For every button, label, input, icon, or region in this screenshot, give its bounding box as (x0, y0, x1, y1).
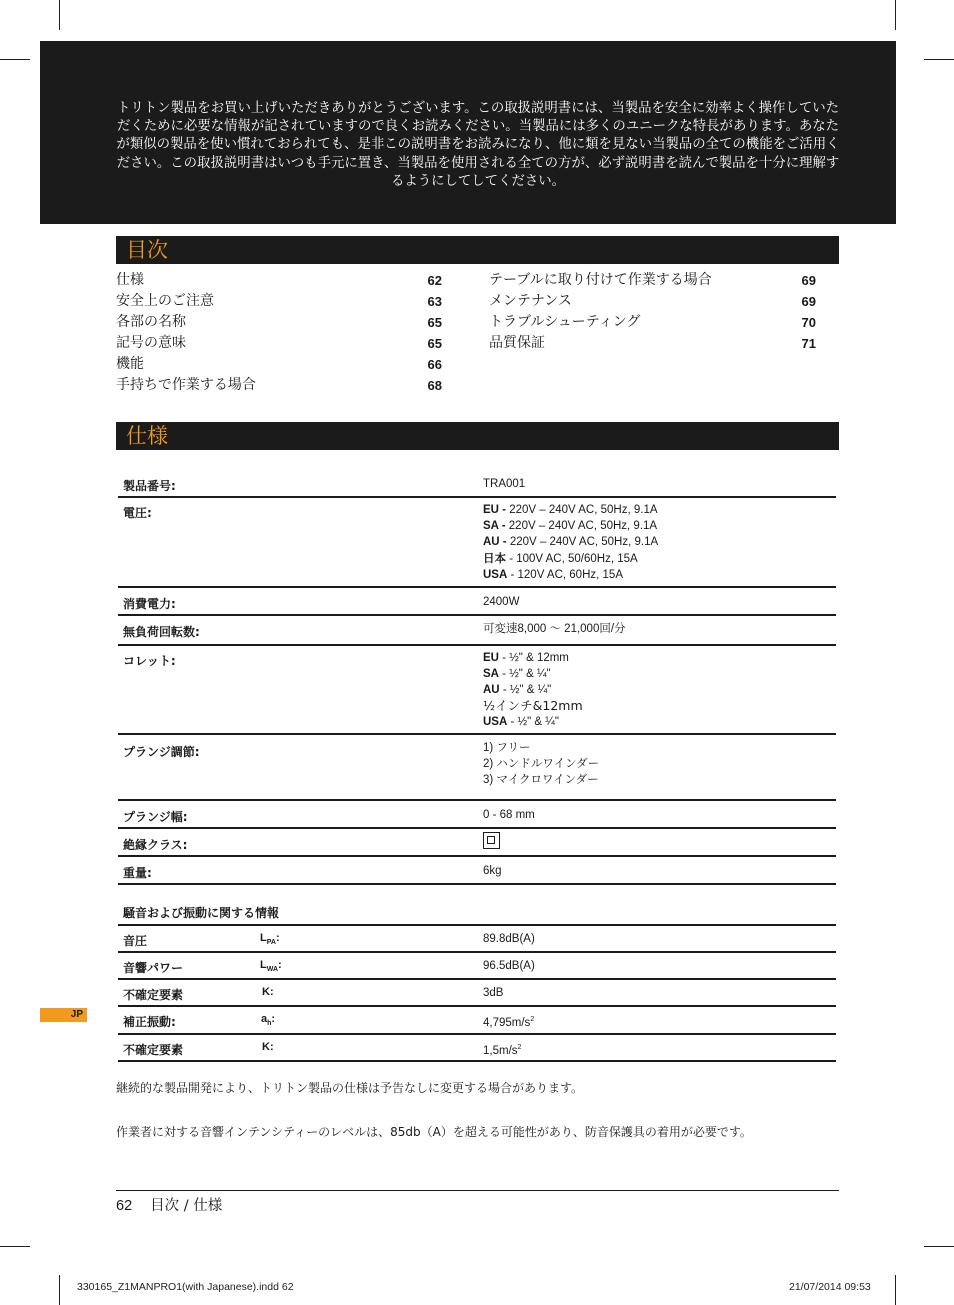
spec-row-insulation: 絶縁クラス: (118, 829, 836, 857)
toc-left-column (116, 270, 442, 396)
toc-item[interactable]: 品質保証 71 (489, 335, 816, 351)
crop-mark (0, 59, 30, 60)
spec-row-model: 製品番号: TRA001 (118, 470, 836, 498)
noise-row: 音圧 $L_{PA}$: 89.8dB(A) (118, 926, 836, 953)
crop-mark (59, 1275, 60, 1305)
plunge-adjust-list: 1) フリー 2) ハンドルワインダー 3) マイクロワインダー (483, 742, 600, 786)
collet-list: EU - ½" & 12mm SA - ½" & ¼" AU - ½" & ¼" ½インチ&12mm USA - ½" & ¼" (483, 652, 583, 728)
spec-row-speed: 無負荷回転数: 可変速8,000 ～ 21,000回/分 (118, 616, 836, 646)
noise-row: 不確定要素 K: $1,5m/s^2$ (118, 1035, 836, 1062)
toc-item[interactable]: 各部の名称 65 (116, 314, 442, 330)
noise-row: 補正振動: $a_h$: $4,795m/s^2$ (118, 1007, 836, 1035)
crop-mark (895, 0, 896, 30)
toc-item[interactable]: メンテナンス 69 (489, 293, 816, 309)
toc-item[interactable]: 記号の意味 65 (116, 335, 442, 351)
crop-mark (924, 1246, 954, 1247)
noise-row: 不確定要素 K: 3dB (118, 980, 836, 1007)
print-slug-date: 21/07/2014 09:53 (789, 1281, 871, 1293)
crop-mark (895, 1275, 896, 1305)
toc-item[interactable]: トラブルシューティング 70 (489, 314, 816, 330)
crop-mark (0, 1246, 30, 1247)
noise-row: 音響パワー $L_{WA}$: 96.5dB(A) (118, 953, 836, 980)
spec-heading: 仕様 (116, 422, 839, 450)
spec-row-power: 消費電力: 2400W (118, 588, 836, 616)
spec-row-voltage: 電圧: EU - 220V – 240V AC, 50Hz, 9.1A SA - 220V – 240V AC, 50Hz, 9.1A AU - 220V – 240V AC, 50Hz, 9.1A 日本 - 100V AC, 50/60Hz, 15A USA - 120V AC, 60Hz, 15A (118, 498, 836, 588)
page-footer (116, 1194, 222, 1215)
footer-title: 目次 / 仕様 (150, 1198, 223, 1214)
crop-mark (924, 59, 954, 60)
language-tab: JP (40, 1008, 87, 1022)
toc-item[interactable]: 仕様 62 (116, 272, 442, 288)
toc-item[interactable]: テーブルに取り付けて作業する場合 69 (489, 272, 816, 288)
intro-text: トリトン製品をお買い上げいただきありがとうございます。この取扱説明書には、当製品を安全に効率よく操作していただくために必要な情報が記されていますので良くお読みください。当製品には多くのユニークな特長があります。あなたが類似の製品を使い慣れておられても、是非この説明書をお読みになり、他に類を見ない当製品の全ての機能をご活用ください。この取扱説明書はいつも手元に置き、当製品を使用される全ての方が、必ず説明書を読んで製品を十分に理解するようにしてしてください。 (116, 101, 840, 189)
spec-change-note: 継続的な製品開発により、トリトン製品の仕様は予告なしに変更する場合があります。 (116, 1081, 584, 1095)
spec-row-weight: 重量: 6kg (118, 857, 836, 885)
toc-right-column (489, 270, 816, 354)
noise-table (118, 898, 836, 1062)
spec-row-plunge-adjust: プランジ調節: 1) フリー 2) ハンドルワインダー 3) マイクロワインダー (118, 735, 836, 801)
toc-item[interactable]: 機能 66 (116, 356, 442, 372)
noise-heading-row: 騒音および振動に関する情報 (118, 898, 836, 926)
toc-heading: 目次 (116, 236, 839, 264)
noise-protection-note: 作業者に対する音響インテンシティーのレベルは、85db（A）を超える可能性があり、防音保護具の着用が必要です。 (116, 1125, 752, 1139)
spec-row-collet: コレット: EU - ½" & 12mm SA - ½" & ¼" AU - ½" & ¼" ½インチ&12mm USA - ½" & ¼" (118, 646, 836, 735)
page-number: 62 (116, 1198, 133, 1214)
double-insulation-icon (483, 832, 500, 849)
footer-rule (116, 1190, 839, 1191)
intro-panel (40, 41, 896, 224)
spec-row-plunge-depth: プランジ幅: 0 - 68 mm (118, 801, 836, 829)
spec-table (118, 470, 836, 885)
toc-item[interactable]: 手持ちで作業する場合 68 (116, 377, 442, 393)
crop-mark (59, 0, 60, 30)
voltage-list: EU - 220V – 240V AC, 50Hz, 9.1A SA - 220V – 240V AC, 50Hz, 9.1A AU - 220V – 240V AC, 50Hz, 9.1A 日本 - 100V AC, 50/60Hz, 15A USA - 120V AC, 60Hz, 15A (483, 504, 659, 581)
print-slug-file: 330165_Z1MANPRO1(with Japanese).indd 62 (77, 1281, 294, 1293)
toc-item[interactable]: 安全上のご注意 63 (116, 293, 442, 309)
